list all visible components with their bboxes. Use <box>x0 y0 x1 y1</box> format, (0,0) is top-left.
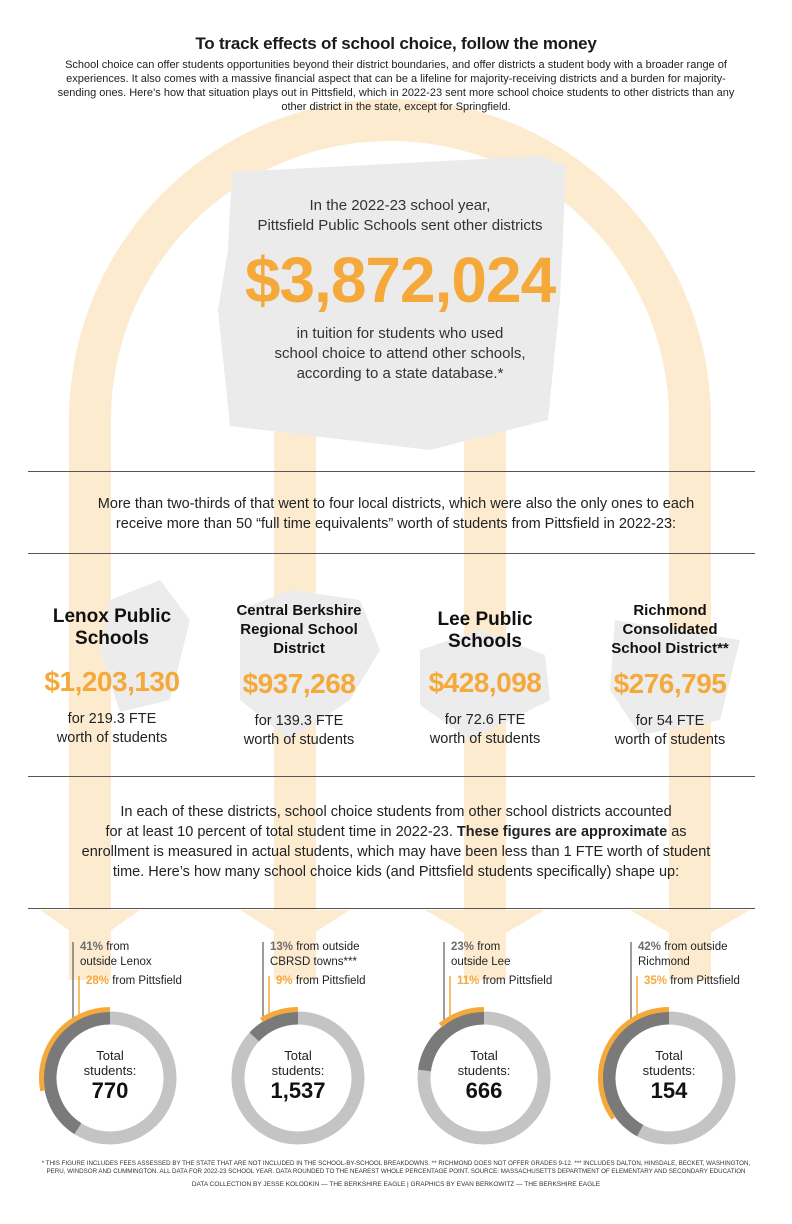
district-name-line: Schools <box>448 631 522 652</box>
hero-intro-line: In the 2022-23 school year, <box>309 197 491 214</box>
footnote-line: PERU, WINDSOR AND CUMMINGTON. ALL DATA FOR 2022-23 SCHOOL YEAR. DATA ROUNDED TO THE NEAREST WHOLE PERCENTAGE POINT. SOURCE: MASSACHUSETTS DEPARTMENT OF ELEMENTARY AND SECONDARY EDUCATION <box>46 1168 746 1175</box>
intro-paragraph: School choice can offer students opportunities beyond their district boundaries, and offer districts a student body with a broader range of experiences. It also comes with a massive financial aspect that can be a lifeline for majority-receiving districts and a burden for majority-sending ones. Here’s how that situation plays out in Pittsfield, which in 2022-23 sent more school choice students to other districts than any other district in the state, except for Springfield. <box>57 59 735 113</box>
page-title: To track effects of school choice, follow the money <box>195 34 597 53</box>
hero-caption-line: according to a state database.* <box>296 365 504 382</box>
ring-center <box>60 1048 160 1104</box>
district-amount: $428,098 <box>428 667 542 698</box>
district-fte: for 54 FTE <box>635 713 705 729</box>
hero-amount: $3,872,024 <box>244 244 556 316</box>
section-three-line: In each of these districts, school choice students from other school districts accounted <box>120 804 672 820</box>
district-name-line: Central Berkshire <box>236 602 362 619</box>
district-name-line: Richmond <box>633 602 707 619</box>
total-label: Total <box>655 1048 683 1063</box>
total-label: students: <box>457 1063 511 1078</box>
section-two-line: receive more than 50 “full time equivalents” worth of students from Pittsfield in 2022-23: <box>115 516 677 532</box>
total-label: students: <box>271 1063 325 1078</box>
outside-text: CBRSD towns*** <box>270 956 357 968</box>
district-name-line: Lenox Public <box>52 606 172 627</box>
pittsfield-text: from Pittsfield <box>479 975 553 987</box>
district-name-line: Regional School <box>240 621 358 638</box>
total-label: students: <box>642 1063 696 1078</box>
district-name-line: District <box>273 640 325 657</box>
section-three-line: enrollment is measured in actual students, which may have been less than 1 FTE worth of student <box>81 844 711 860</box>
pittsfield-text: from Pittsfield <box>109 975 182 987</box>
outside-text: Richmond <box>638 956 690 968</box>
ring-center <box>619 1048 719 1104</box>
pittsfield-pct: 28% <box>86 975 110 987</box>
pittsfield-text: from Pittsfield <box>292 975 366 987</box>
district-name-line: Consolidated <box>622 621 718 638</box>
section-three-text-run: for at least 10 percent of total student time in 2022-23. <box>105 824 457 840</box>
section-three-text-run: as <box>667 824 687 840</box>
outside-text: from outside <box>661 941 728 953</box>
outside-pct: 13% <box>270 941 294 953</box>
pittsfield-pct: 9% <box>276 975 293 987</box>
section-two-line: More than two-thirds of that went to four local districts, which were also the only ones to each <box>97 496 695 512</box>
district-fte: for 219.3 FTE <box>67 711 157 727</box>
ring-center <box>434 1048 534 1104</box>
credit-line: DATA COLLECTION BY JESSE KOLODKIN — THE BERKSHIRE EAGLE | GRAPHICS BY EVAN BERKOWITZ — THE BERKSHIRE EAGLE <box>191 1181 601 1188</box>
hero-intro-line: Pittsfield Public Schools sent other districts <box>257 217 543 234</box>
district-amount: $276,795 <box>613 668 727 699</box>
total-label: Total <box>284 1048 312 1063</box>
outside-text: outside Lenox <box>80 956 152 968</box>
district-amount: $1,203,130 <box>44 666 180 697</box>
ring-outside-arc <box>254 1018 298 1037</box>
pittsfield-text: from Pittsfield <box>667 975 740 987</box>
pittsfield-pct: 35% <box>644 975 668 987</box>
pittsfield-pct: 11% <box>457 975 480 987</box>
total-students: 154 <box>650 1078 688 1103</box>
footnote-line: * THIS FIGURE INCLUDES FEES ASSESSED BY THE STATE THAT ARE NOT INCLUDED IN THE SCHOOL-BY-SCHOOL BREAKDOWNS. ** RICHMOND DOES NOT OFFER GRADES 9-12. *** INCLUDES DALTON, HINSDALE, BECKET, WASHINGTON, <box>41 1160 751 1167</box>
outside-text: from <box>474 941 501 953</box>
outside-text: outside Lee <box>451 956 511 968</box>
outside-text: from outside <box>293 941 360 953</box>
district-name-line: Lee Public <box>437 609 533 630</box>
district-name-line: Schools <box>75 628 149 649</box>
district-name-line: School District** <box>611 640 729 657</box>
district-fte-unit: worth of students <box>429 731 541 747</box>
district-fte-unit: worth of students <box>243 732 355 748</box>
total-students: 1,537 <box>270 1078 326 1103</box>
district-fte-unit: worth of students <box>614 732 726 748</box>
outside-pct: 42% <box>638 941 662 953</box>
total-label: students: <box>83 1063 137 1078</box>
total-students: 666 <box>465 1078 503 1103</box>
outside-text: from <box>103 941 130 953</box>
total-label: Total <box>470 1048 498 1063</box>
section-three-line: time. Here’s how many school choice kids (and Pittsfield students specifically) shape up: <box>112 864 680 880</box>
section-three-bold: These figures are approximate <box>456 824 668 840</box>
footnote <box>18 1160 774 1176</box>
district-fte: for 139.3 FTE <box>254 713 344 729</box>
hero-caption-line: school choice to attend other schools, <box>274 345 526 362</box>
district-amount: $937,268 <box>242 668 356 699</box>
hero-caption-line: in tuition for students who used <box>296 325 504 342</box>
district-fte: for 72.6 FTE <box>444 712 526 728</box>
total-label: Total <box>96 1048 124 1063</box>
outside-pct: 23% <box>451 941 475 953</box>
district-fte-unit: worth of students <box>56 730 168 746</box>
outside-pct: 41% <box>80 941 104 953</box>
ring-center <box>248 1048 348 1104</box>
total-students: 770 <box>91 1078 129 1103</box>
